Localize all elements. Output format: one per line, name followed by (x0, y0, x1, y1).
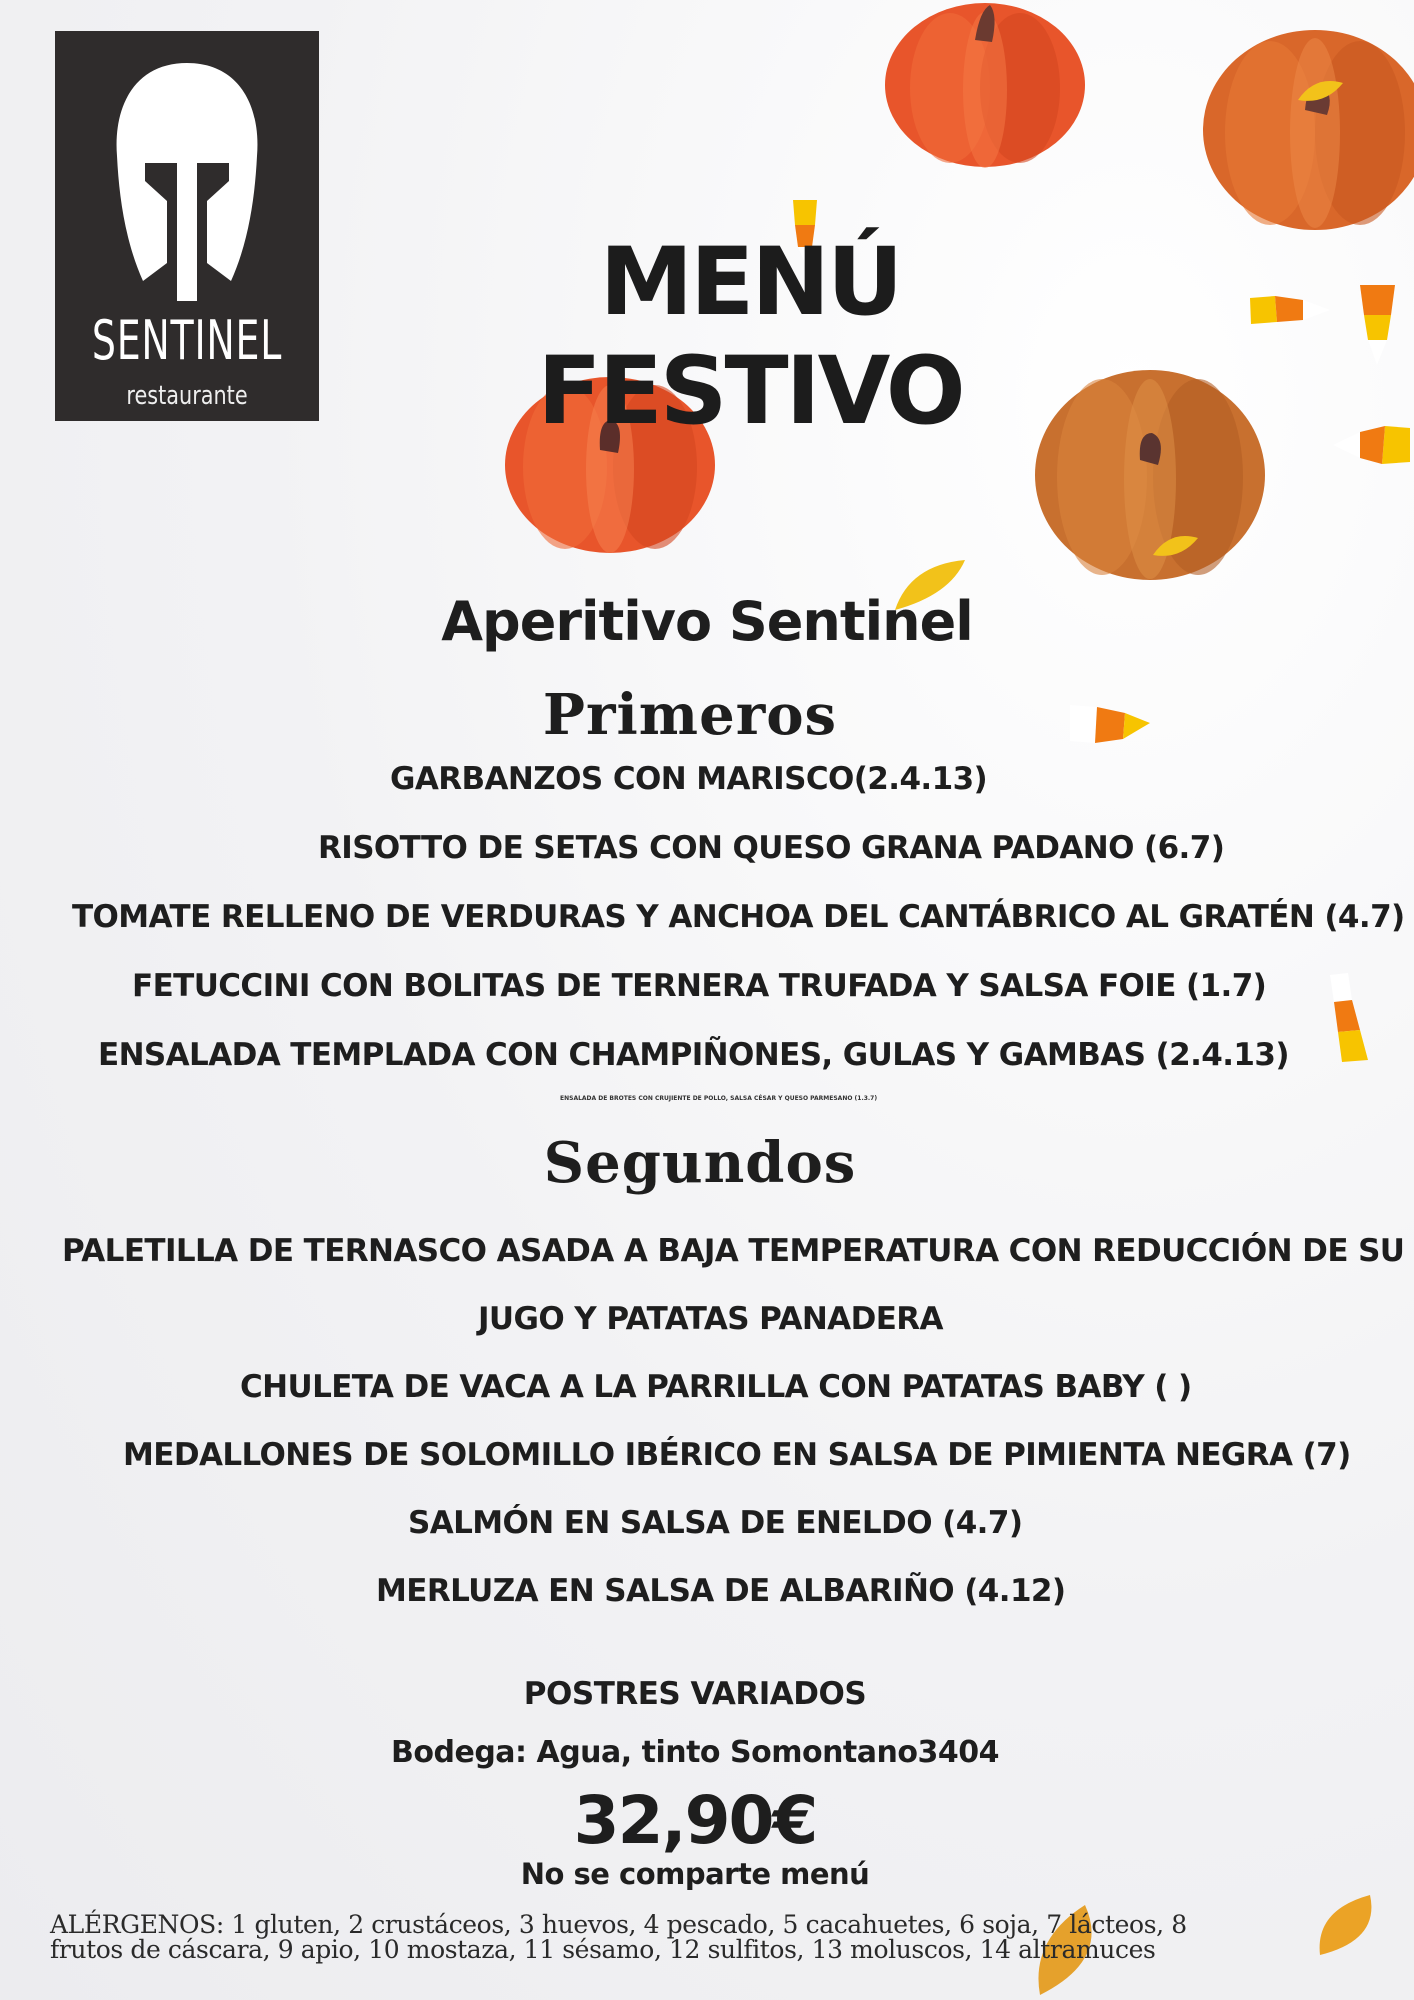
primeros-heading: Primeros (542, 682, 838, 748)
spartan-helmet-icon (55, 31, 319, 311)
logo-subtitle: restaurante (126, 381, 248, 411)
menu-note: No se comparte menú (520, 1857, 870, 1891)
allergens-line: ALÉRGENOS: 1 gluten, 2 crustáceos, 3 huevos, 4 pescado, 5 cacahuetes, 6 soja, 7 lácteos, 8 (50, 1910, 1187, 1939)
primeros-item: TOMATE RELLENO DE VERDURAS Y ANCHOA DEL CANTÁBRICO AL GRATÉN (4.7) (72, 899, 1405, 935)
segundos-item: MERLUZA EN SALSA DE ALBARIÑO (4.12) (376, 1573, 1066, 1609)
primeros-item: ENSALADA TEMPLADA CON CHAMPIÑONES, GULAS Y GAMBAS (2.4.13) (98, 1037, 1289, 1073)
menu-price: 32,90€ (573, 1782, 817, 1859)
allergens-list (50, 1912, 1370, 1962)
primeros-item: RISOTTO DE SETAS CON QUESO GRANA PADANO (6.7) (318, 830, 1225, 866)
segundos-item: MEDALLONES DE SOLOMILLO IBÉRICO EN SALSA DE PIMIENTA NEGRA (7) (123, 1437, 1351, 1473)
segundos-heading: Segundos (543, 1130, 857, 1196)
candy-corn-icon (1320, 970, 1375, 1065)
bodega-line: Bodega: Agua, tinto Somontano3404 (391, 1735, 999, 1770)
logo-name: SENTINEL (91, 309, 283, 372)
aperitivo-heading: Aperitivo Sentinel (441, 590, 973, 653)
candy-corn-icon (1245, 290, 1335, 330)
primeros-item: FETUCCINI CON BOLITAS DE TERNERA TRUFADA Y SALSA FOIE (1.7) (132, 968, 1267, 1004)
candy-corn-icon (1355, 280, 1400, 370)
segundos-item: PALETILLA DE TERNASCO ASADA A BAJA TEMPERATURA CON REDUCCIÓN DE SU (62, 1233, 1405, 1269)
leaf-icon (1295, 75, 1345, 105)
page-title: MENÚ FESTIVO (537, 228, 963, 446)
segundos-item: JUGO Y PATATAS PANADERA (478, 1301, 943, 1337)
candy-corn-icon (1330, 420, 1414, 470)
pumpkin-top-center-icon (880, 0, 1090, 170)
postres-line: POSTRES VARIADOS (523, 1676, 867, 1712)
allergens-line: frutos de cáscara, 9 apio, 10 mostaza, 11 sésamo, 12 sulfitos, 13 moluscos, 14 altramuces (50, 1935, 1156, 1964)
restaurant-logo (55, 31, 319, 421)
segundos-item: SALMÓN EN SALSA DE ENELDO (4.7) (408, 1505, 1023, 1541)
segundos-item: CHULETA DE VACA A LA PARRILLA CON PATATAS BABY ( ) (240, 1369, 1192, 1405)
primeros-item: GARBANZOS CON MARISCO(2.4.13) (390, 761, 988, 797)
primeros-small-note: ENSALADA DE BROTES CON CRUJIENTE DE POLLO, SALSA CÉSAR Y QUESO PARMESANO (1.3.7) (560, 1095, 878, 1102)
pumpkin-top-right-icon (1195, 15, 1414, 235)
leaf-icon (1150, 530, 1200, 560)
